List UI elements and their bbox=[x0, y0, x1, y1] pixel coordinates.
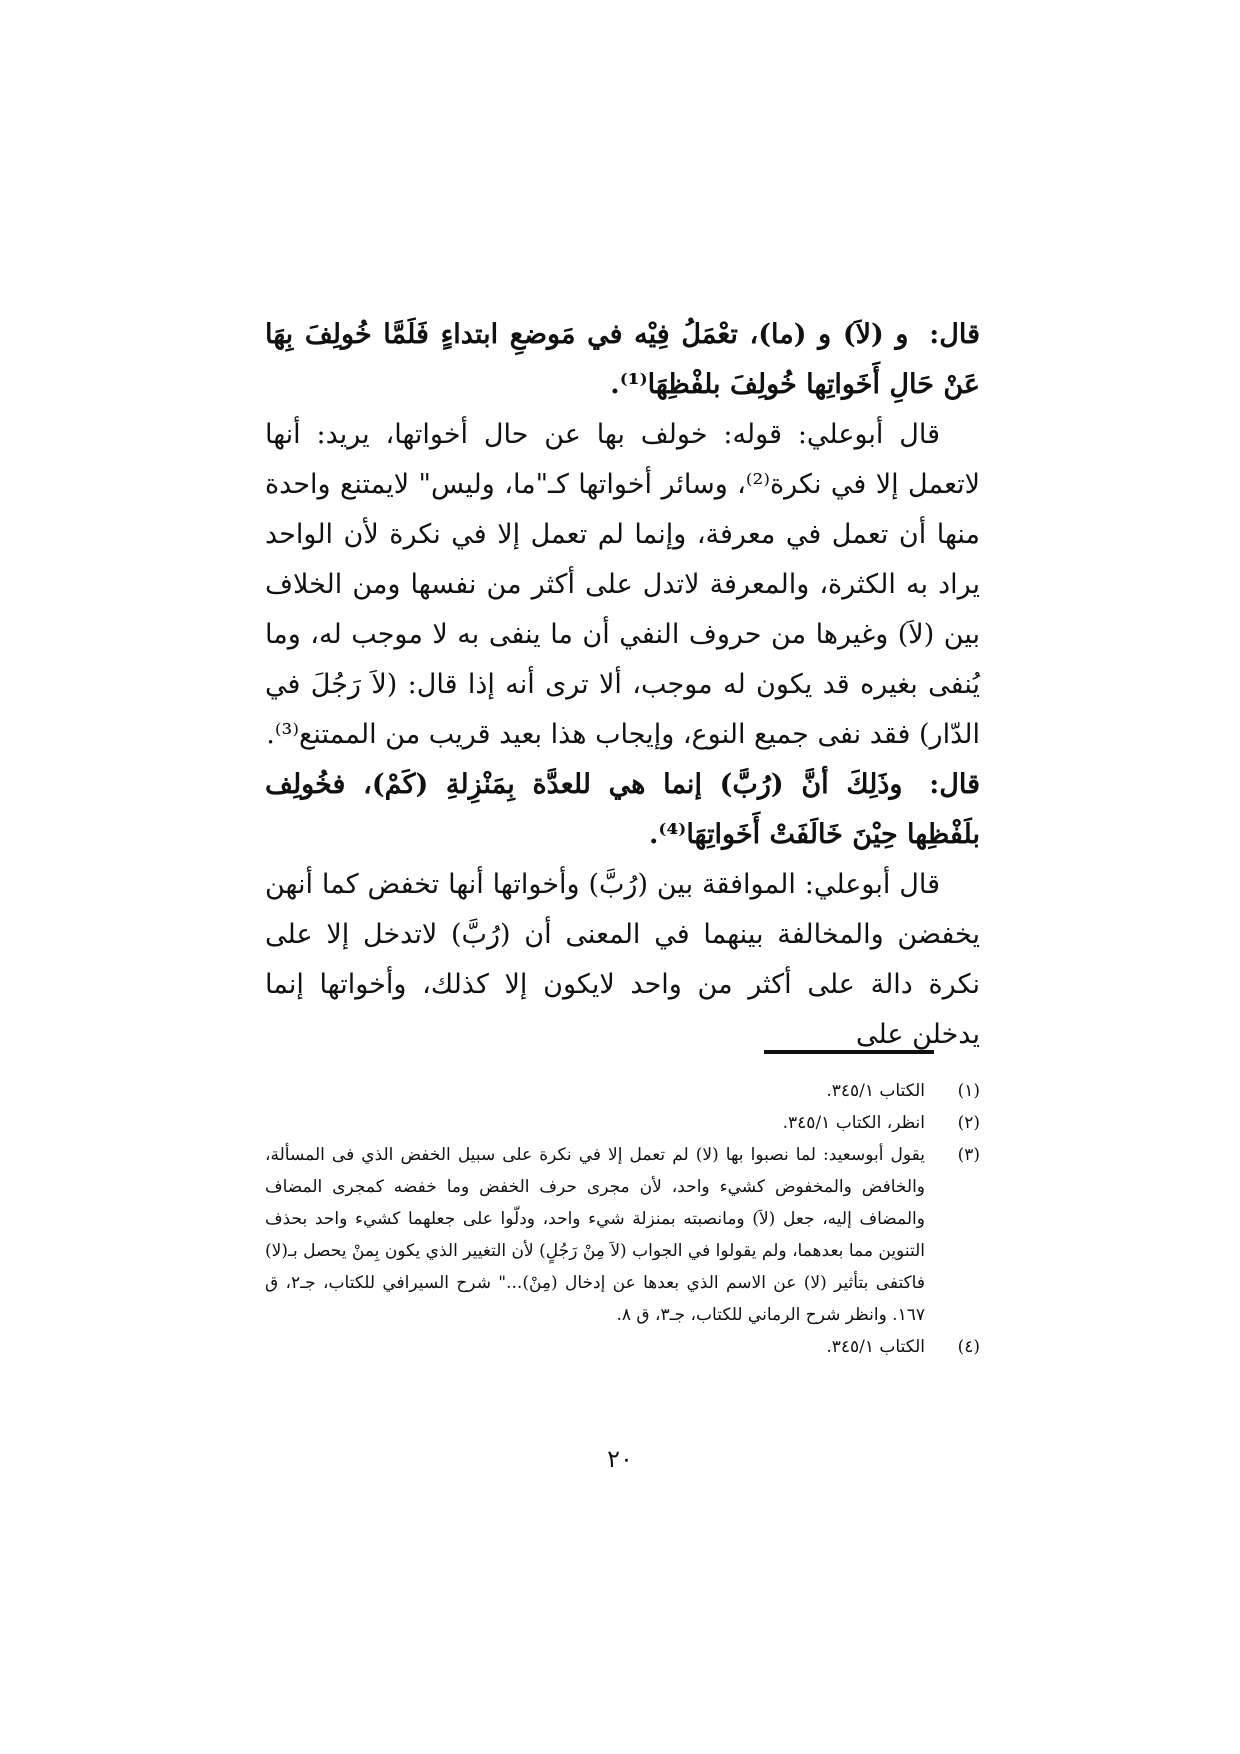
footnote-number: (٢) bbox=[957, 1113, 980, 1133]
quote-text: وذَلِكَ أنَّ (رُبَّ) إنما هي للعدَّة بِمَنْزِلةِ (كَمْ)، فخُولِف بلَفْظِها حِيْنَ خَالَفَتْ أَخَواتِهَا⁽⁴⁾. bbox=[265, 769, 980, 850]
footnote-3 bbox=[265, 1139, 980, 1331]
page-number: ٢٠ bbox=[607, 1445, 633, 1473]
footnote-text: انظر، الكتاب ٣٤٥/١. bbox=[782, 1113, 925, 1133]
footnote-1 bbox=[265, 1075, 980, 1107]
quote-label: قال: bbox=[929, 769, 980, 800]
quote-text: و (لاَ) و (ما)، تعْمَلُ فِيْه في مَوضعِ ابتداءٍ فَلَمَّا خُولِفَ بِهَا عَنْ حَالِ أَخَواتِها خُولِفَ بلفْظِهَا⁽¹⁾. bbox=[265, 319, 980, 400]
footnote-text: الكتاب ٣٤٥/١. bbox=[826, 1337, 925, 1357]
footnotes bbox=[265, 1075, 980, 1363]
footnote-4 bbox=[265, 1331, 980, 1363]
paragraph-commentary-2 bbox=[265, 860, 980, 1060]
commentary-text: قال أبوعلي: قوله: خولف بها عن حال أخواتها، يريد: أنها لاتعمل إلا في نكرة⁽²⁾، وسائر أخواتها كـ"ما، وليس" لايمتنع واحدة منها أن تعمل في معرفة، وإنما لم تعمل إلا في نكرة لأن الواحد يراد به الكثرة، والمعرفة لاتدل على أكثر من نفسها ومن الخلاف بين (لاَ) وغيرها من حروف النفي أن ما ينفى به لا موجب له، وما يُنفى بغيره قد يكون له موجب، ألا ترى أنه إذا قال: (لاَ رَجُلَ في الدّار) فقد نفى جميع النوع، وإيجاب هذا بعيد قريب من الممتنع⁽³⁾. bbox=[265, 419, 981, 750]
body-text bbox=[265, 310, 980, 1060]
commentary-text: قال أبوعلي: الموافقة بين (رُبَّ) وأخواتها أنها تخفض كما أنهن يخفضن والمخالفة بينهما في المعنى أن (رُبَّ) لاتدخل إلا على نكرة دالة على أكثر من واحد لايكون إلا كذلك، وأخواتها إنما يدخلن على bbox=[265, 869, 981, 1050]
paragraph-quote-2 bbox=[265, 760, 980, 860]
footnote-2 bbox=[265, 1107, 980, 1139]
paragraph-quote-1 bbox=[265, 310, 980, 410]
footnote-separator bbox=[764, 1050, 934, 1054]
footnote-text: الكتاب ٣٤٥/١. bbox=[826, 1081, 925, 1101]
footnote-number: (٤) bbox=[957, 1337, 980, 1357]
quote-label: قال: bbox=[929, 319, 980, 350]
footnote-text: يقول أبوسعيد: لما نصبوا بها (لا) لم تعمل إلا في نكرة على سبيل الخفض الذي فى المسألة، والخافض والمخفوض كشيء واحد، لأن مجرى حرف الخفض وما خفضه كمجرى المضاف والمضاف إليه، جعل (لاَ) ومانصبته بمنزلة شيء واحد، ودلّوا على جعلهما كشيء واحد بحذف التنوين مما بعدهما، ولم يقولوا في الجواب (لاَ مِنْ رَجُلٍ) لأن التغيير الذي يكون بِمنْ يحصل بـ(لا) فاكتفى بتأثير (لا) عن الاسم الذي بعدها عن إدخال (مِنْ)..." شرح السيرافي للكتاب، جـ٢، ق ١٦٧. وانظر شرح الرماني للكتاب، جـ٣، ق ٨. bbox=[265, 1145, 925, 1325]
footnote-number: (١) bbox=[957, 1081, 980, 1101]
main-text-block bbox=[265, 310, 980, 1060]
paragraph-commentary-1 bbox=[265, 410, 980, 760]
footnote-number: (٣) bbox=[957, 1145, 980, 1165]
